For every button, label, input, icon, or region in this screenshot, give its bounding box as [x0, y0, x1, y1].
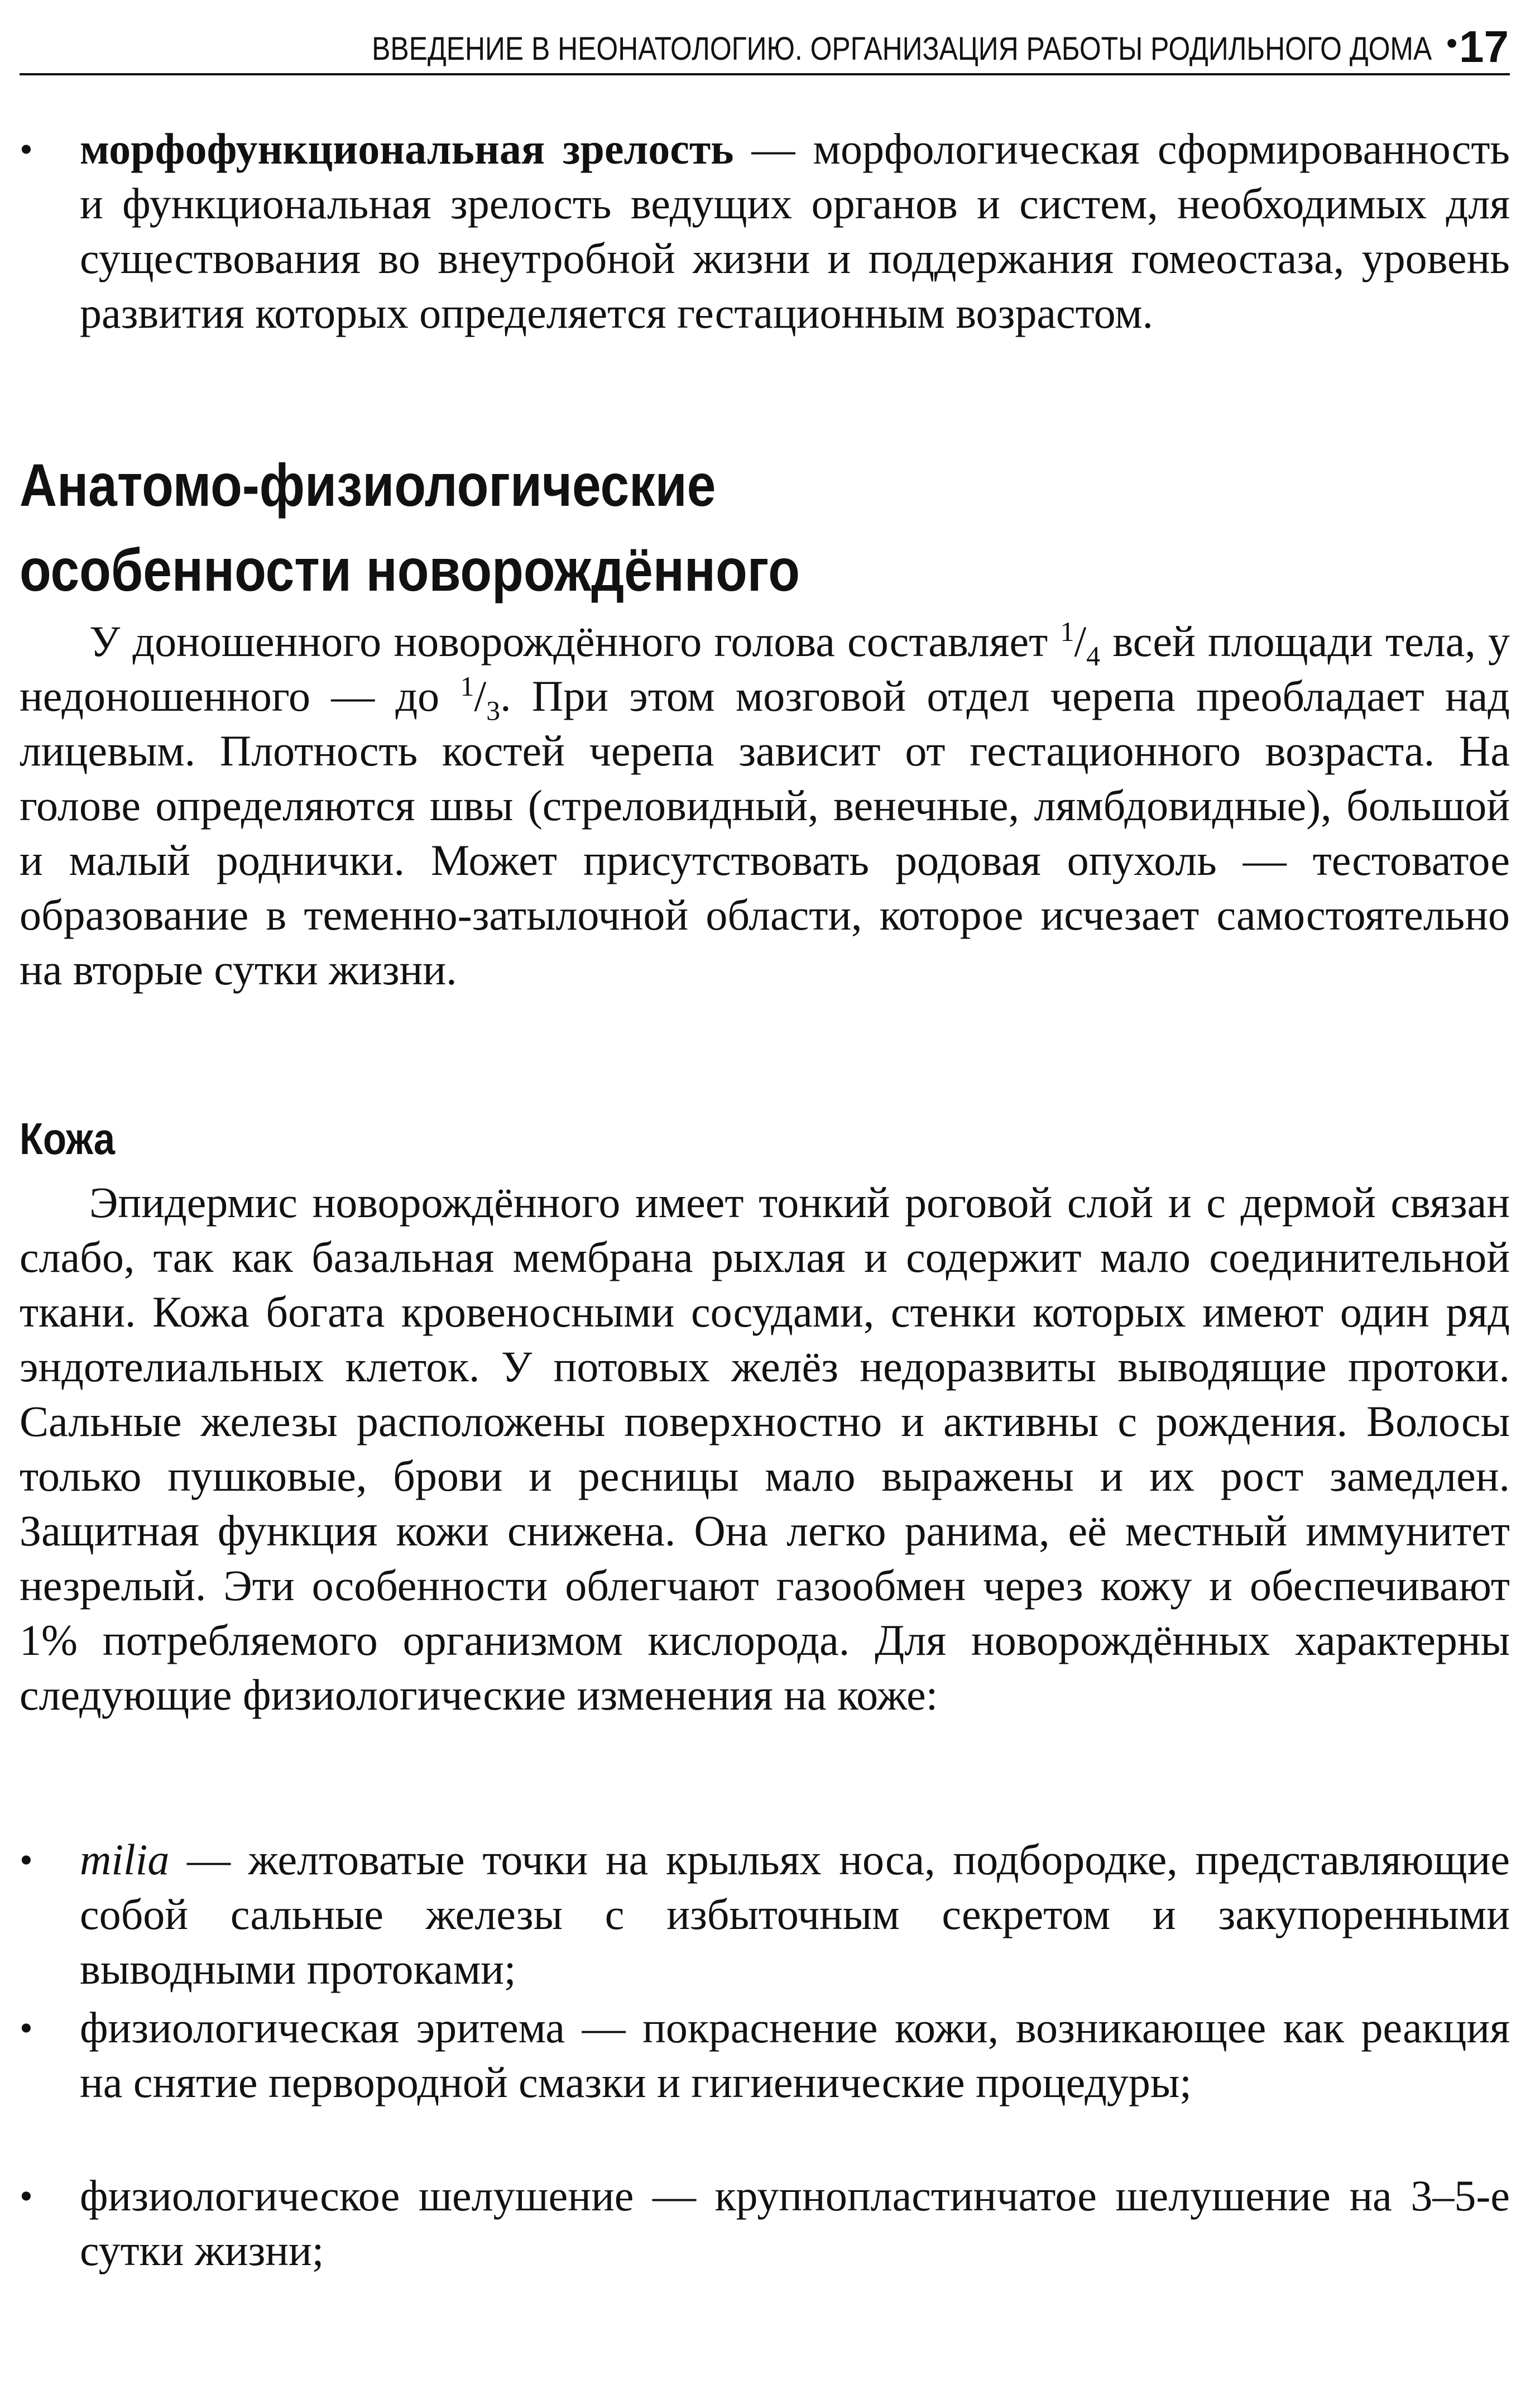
- bullet-marker: •: [20, 2007, 33, 2049]
- subsection-heading-skin: Кожа: [20, 1114, 115, 1164]
- fraction-numerator: 1: [1060, 616, 1074, 647]
- fraction-numerator: 1: [460, 671, 474, 702]
- fraction-slash: /: [1074, 617, 1087, 666]
- fraction-slash: /: [474, 672, 487, 720]
- intro-bullet-text: [80, 122, 1510, 341]
- anatomy-paragraph: [20, 614, 1510, 997]
- term-italic: milia: [80, 1835, 170, 1884]
- section-heading-anatomy-line1: Анатомо-физиологические: [20, 451, 716, 519]
- paragraph-text: . При этом мозговой отдел черепа преобладает над лицевым. Плотность костей черепа зависит от гестационного возраста. На голове определяются швы (стреловидный, венечные, лямбдовидные), большой и малый роднички. Может присутствовать родовая опухоль — тестоватое образование в теменно-затылочной области, которое исчезает самостоятельно на вторые сутки жизни.: [20, 672, 1510, 994]
- term-bold: морфофункциональная зрелость: [80, 125, 734, 173]
- definition-text: — морфологическая сформированность и функциональная зрелость ведущих органов и систем, необходимых для существования во внеутробной жизни и поддержания гомеостаза, уровень развития которых определяется гестационным возрастом.: [80, 125, 1510, 337]
- intro-bullet: [20, 122, 1510, 341]
- paragraph-text: всей площади тела, у недоношенного — до: [20, 617, 1510, 720]
- skin-bullet-3: [20, 2168, 1510, 2278]
- running-title: ВВЕДЕНИЕ В НЕОНАТОЛОГИЮ. ОРГАНИЗАЦИЯ РАБОТЫ РОДИЛЬНОГО ДОМА: [371, 31, 1432, 67]
- skin-bullet-text: физиологическое шелушение — крупнопластинчатое шелушение на 3–5-е сутки жизни;: [80, 2171, 1510, 2275]
- fraction-denominator: 4: [1086, 640, 1101, 672]
- bullet-marker: •: [20, 128, 33, 170]
- section-heading-anatomy-line2: особенности новорождённого: [20, 536, 800, 604]
- skin-bullet-2: [20, 2000, 1510, 2110]
- fraction-denominator: 3: [486, 695, 501, 726]
- skin-bullet-text: [80, 1832, 1510, 1997]
- bullet-marker: •: [20, 1839, 33, 1881]
- page-number: 17: [1459, 22, 1509, 71]
- header-rule: [20, 73, 1510, 75]
- header-separator: •: [1443, 27, 1461, 62]
- bullet-marker: •: [20, 2175, 33, 2217]
- paragraph-text: У доношенного новорождённого голова составляет: [89, 617, 1061, 666]
- running-header: [20, 22, 1510, 75]
- skin-bullet-1: [20, 1832, 1510, 1997]
- skin-bullet-text: физиологическая эритема — покраснение кожи, возникающее как реакция на снятие первородной смазки и гигиенические процедуры;: [80, 2003, 1510, 2107]
- skin-paragraph: Эпидермис новорождённого имеет тонкий роговой слой и с дермой связан слабо, так как базальная мембрана рыхлая и содержит мало соединительной ткани. Кожа богата кровеносными сосудами, стенки которых имеют один ряд эндотелиальных клеток. У потовых желёз недоразвиты выводящие протоки. Сальные железы расположены поверхностно и активны с рождения. Волосы только пушковые, брови и ресницы мало выражены и их рост замедлен. Защитная функция кожи снижена. Она легко ранима, её местный иммунитет незрелый. Эти особенности облегчают газообмен через кожу и обеспечивают 1% потребляемого организмом кислорода. Для новорождённых характерны следующие физиологические изменения на коже:: [20, 1178, 1510, 1719]
- definition-text: — желтоватые точки на крыльях носа, подбородке, представляющие собой сальные железы с избыточным секретом и закупоренными выводными протоками;: [80, 1835, 1510, 1993]
